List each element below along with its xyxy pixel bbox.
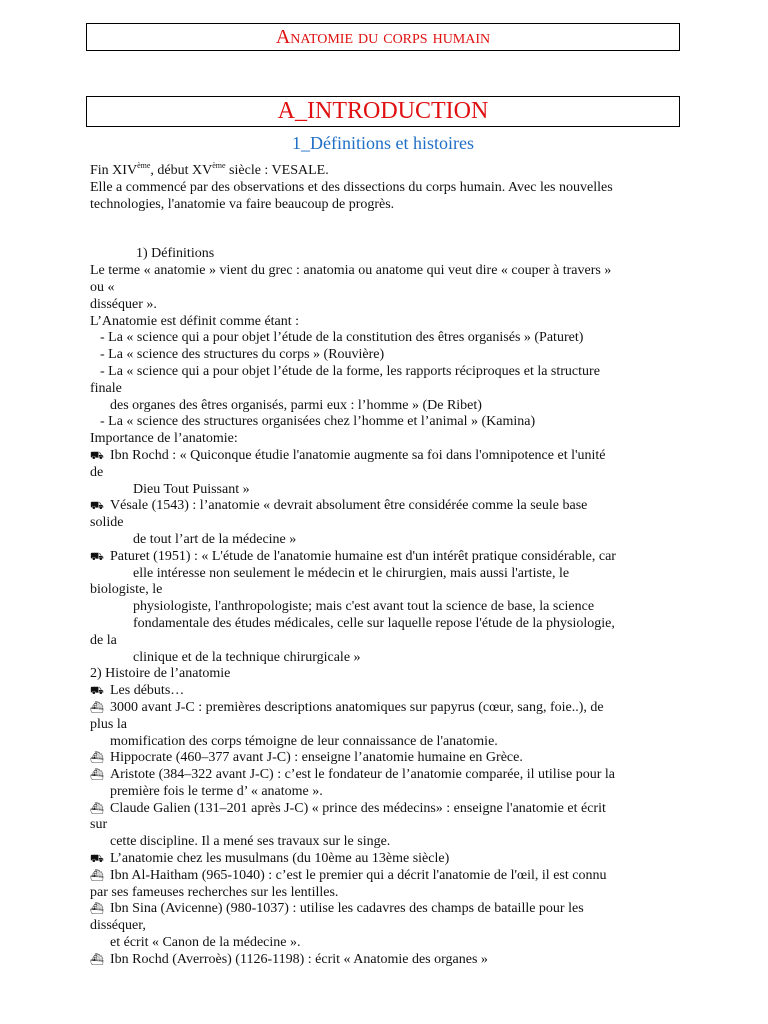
boat-icon: ⛴	[90, 768, 104, 782]
text-line: de tout l’art de la médecine »	[133, 531, 297, 547]
intro-text: Fin XIV	[90, 163, 138, 178]
section-subtitle: 1_Définitions et histoires	[292, 133, 474, 153]
text-line: ou «	[90, 279, 115, 295]
intro-text: siècle : VESALE.	[225, 163, 329, 178]
intro-line: Elle a commencé par des observations et des dissections du corps humain. Avec les nouvelles	[90, 179, 613, 195]
text-line: par ses fameuses recherches sur les lentilles.	[90, 884, 339, 900]
text-line: - La « science qui a pour objet l’étude de la constitution des êtres organisés » (Paturet)	[100, 330, 584, 346]
history-heading: 2) Histoire de l’anatomie	[90, 666, 231, 682]
list-item-text: Les débuts…	[110, 683, 185, 699]
text-line: de la	[90, 632, 117, 648]
text-line: des organes des êtres organisés, parmi eux : l’homme » (De Ribet)	[110, 397, 482, 413]
text-line: plus la	[90, 716, 127, 732]
superscript: ème	[137, 161, 151, 170]
list-item	[90, 448, 680, 465]
text-line: elle intéresse non seulement le médecin et le chirurgien, mais aussi l'artiste, le	[133, 565, 570, 581]
list-item	[90, 901, 680, 918]
text-line: Le terme « anatomie » vient du grec : anatomia ou anatome qui veut dire « couper à travers »	[90, 263, 612, 279]
list-item	[90, 498, 680, 515]
text-line: momification des corps témoigne de leur connaissance de l'anatomie.	[110, 733, 498, 749]
list-item-text: Aristote (384–322 avant J-C) : c’est le fondateur de l’anatomie comparée, il utilise pour la	[110, 767, 616, 783]
document-body	[90, 163, 680, 969]
intro-text: , début XV	[150, 163, 213, 178]
list-item-text: L’anatomie chez les musulmans (du 10ème au 13ème siècle)	[110, 851, 450, 867]
list-item	[90, 700, 680, 717]
boat-icon: ⛴	[90, 751, 104, 765]
text-line: - La « science des structures organisées chez l’homme et l’animal » (Kamina)	[100, 414, 536, 430]
text-line: solide	[90, 515, 124, 531]
boat-icon: ⛴	[90, 868, 104, 882]
superscript: ème	[212, 161, 226, 170]
intro-line	[90, 163, 680, 180]
intro-line: technologies, l'anatomie va faire beaucoup de progrès.	[90, 196, 395, 212]
car-icon: ⛟	[90, 684, 104, 698]
text-line: disséquer,	[90, 918, 146, 934]
car-icon: ⛟	[90, 549, 104, 563]
boat-icon: ⛴	[90, 700, 104, 714]
car-icon: ⛟	[90, 852, 104, 866]
list-item-text: Hippocrate (460–377 avant J-C) : enseigne l’anatomie humaine en Grèce.	[110, 750, 523, 766]
text-line: - La « science qui a pour objet l’étude de la forme, les rapports réciproques et la structure	[100, 363, 600, 379]
text-line: - La « science des structures du corps » (Rouvière)	[100, 347, 385, 363]
text-line: cette discipline. Il a mené ses travaux sur le singe.	[110, 834, 391, 850]
list-item	[90, 549, 680, 566]
text-line: et écrit « Canon de la médecine ».	[110, 935, 301, 951]
list-item-text: Ibn Sina (Avicenne) (980-1037) : utilise les cadavres des champs de bataille pour les	[110, 901, 584, 917]
document-title: Anatomie du corps humain	[86, 23, 680, 51]
text-line: fondamentale des études médicales, celle sur laquelle repose l'étude de la physiologie,	[133, 615, 615, 631]
list-item-text: 3000 avant J-C : premières descriptions anatomiques sur papyrus (cœur, sang, foie..), de	[110, 699, 604, 715]
section-title: A_INTRODUCTION	[86, 96, 680, 127]
list-item	[90, 750, 680, 767]
list-item	[90, 851, 680, 868]
text-line: sur	[90, 817, 108, 833]
car-icon: ⛟	[90, 499, 104, 513]
list-item	[90, 952, 680, 969]
list-item-text: Ibn Rochd : « Quiconque étudie l'anatomie augmente sa foi dans l'omnipotence et l'unité	[110, 447, 606, 463]
text-line: biologiste, le	[90, 582, 163, 598]
text-line: physiologiste, l'anthropologiste; mais c'est avant tout la science de base, la science	[133, 599, 595, 615]
list-item	[90, 767, 680, 784]
text-line: L’Anatomie est définit comme étant :	[90, 313, 300, 329]
list-item	[90, 868, 680, 885]
text-line: Importance de l’anatomie:	[90, 431, 238, 447]
text-line: disséquer ».	[90, 296, 157, 312]
list-item-text: Vésale (1543) : l’anatomie « devrait absolument être considérée comme la seule base	[110, 498, 588, 514]
text-line: Dieu Tout Puissant »	[133, 481, 250, 497]
text-line: finale	[90, 380, 122, 396]
text-line: clinique et de la technique chirurgicale »	[133, 649, 361, 665]
boat-icon: ⛴	[90, 902, 104, 916]
car-icon: ⛟	[90, 448, 104, 462]
list-item-text: Ibn Al-Haitham (965-1040) : c’est le premier qui a décrit l'anatomie de l'œil, il est connu	[110, 867, 607, 883]
list-item-text: Claude Galien (131–201 après J-C) « prince des médecins» : enseigne l'anatomie et écrit	[110, 800, 606, 816]
boat-icon: ⛴	[90, 801, 104, 815]
text-line: première fois le terme d’ « anatome ».	[110, 783, 323, 799]
text-line: de	[90, 464, 104, 480]
boat-icon: ⛴	[90, 952, 104, 966]
list-item-text: Ibn Rochd (Averroès) (1126-1198) : écrit « Anatomie des organes »	[110, 951, 488, 967]
list-item	[90, 801, 680, 818]
definitions-heading: 1) Définitions	[136, 246, 215, 262]
list-item-text: Paturet (1951) : « L'étude de l'anatomie humaine est d'un intérêt pratique considérable, car	[110, 548, 616, 564]
list-item	[90, 683, 680, 700]
